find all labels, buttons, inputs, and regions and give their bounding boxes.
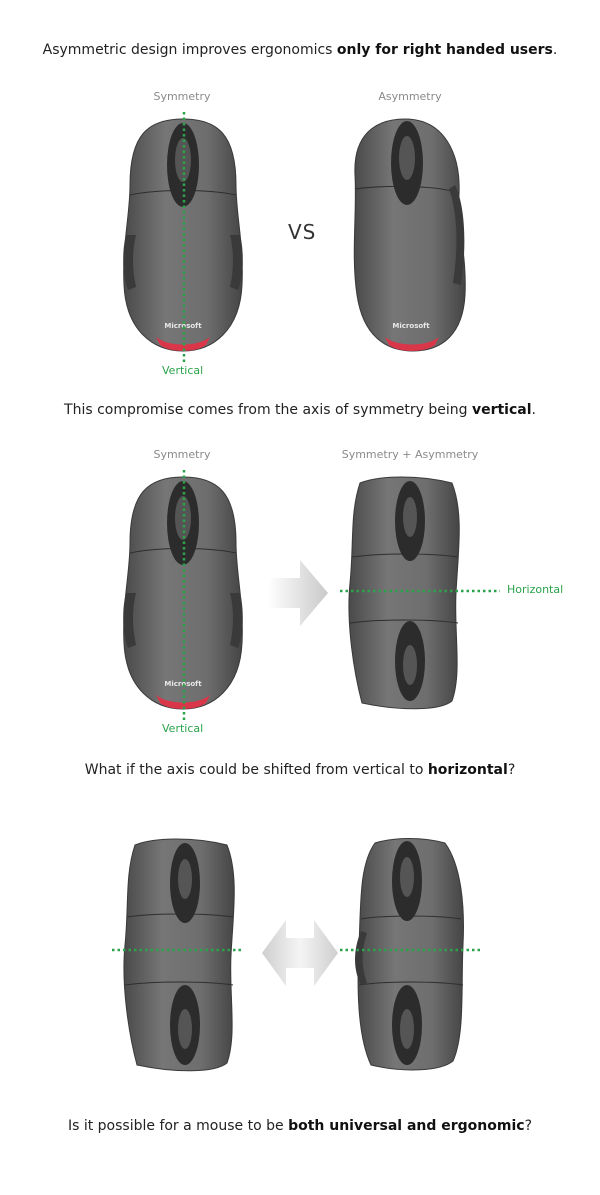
arrow-right-icon xyxy=(268,560,328,626)
caption-4 xyxy=(0,1118,600,1134)
axis-label-vertical-1: Vertical xyxy=(162,364,204,377)
brand-logo-1: Microsoft xyxy=(164,322,202,330)
caption-1-bold: only for right handed users xyxy=(336,42,553,58)
double-arrow-icon xyxy=(262,920,338,986)
caption-2-end: . xyxy=(531,402,536,418)
vs-text: VS xyxy=(288,220,317,244)
label-asymmetry-1: Asymmetry xyxy=(378,90,442,103)
caption-2 xyxy=(0,402,600,418)
label-symmetry-asymmetry: Symmetry + Asymmetry xyxy=(341,448,479,461)
brand-logo-2: Microsoft xyxy=(392,322,430,330)
axis-label-vertical-2: Vertical xyxy=(162,722,204,735)
horizontal-mouse-left-image xyxy=(115,835,245,1075)
caption-1 xyxy=(0,42,600,58)
caption-2-bold: vertical xyxy=(471,402,532,418)
caption-1-end: . xyxy=(552,42,558,58)
caption-2-text: This compromise comes from the axis of symmetry being xyxy=(64,402,472,418)
asymmetric-mouse-image-1 xyxy=(345,115,475,355)
caption-4-text: Is it possible for a mouse to be xyxy=(67,1118,289,1134)
horizontal-axis-line-3 xyxy=(340,948,482,952)
axis-label-horizontal: Horizontal xyxy=(507,583,564,596)
caption-3-text: What if the axis could be shifted from vertical to xyxy=(84,762,428,778)
caption-1-text: Asymmetric design improves ergonomics xyxy=(42,42,337,58)
caption-3-bold: horizontal xyxy=(427,762,508,778)
label-symmetry-1: Symmetry xyxy=(153,90,211,103)
caption-3 xyxy=(0,762,600,778)
caption-4-end: ? xyxy=(524,1118,533,1134)
label-symmetry-2: Symmetry xyxy=(153,448,211,461)
horizontal-symmetry-mouse-image xyxy=(340,473,470,713)
caption-3-end: ? xyxy=(507,762,516,778)
caption-4-bold: both universal and ergonomic xyxy=(288,1118,525,1134)
brand-logo-3: Microsoft xyxy=(164,680,202,688)
vertical-axis-line-1 xyxy=(182,112,186,364)
horizontal-mouse-right-image xyxy=(345,835,475,1075)
horizontal-axis-line-2 xyxy=(112,948,242,952)
horizontal-axis-line-1 xyxy=(340,589,500,593)
vertical-axis-line-2 xyxy=(182,470,186,722)
